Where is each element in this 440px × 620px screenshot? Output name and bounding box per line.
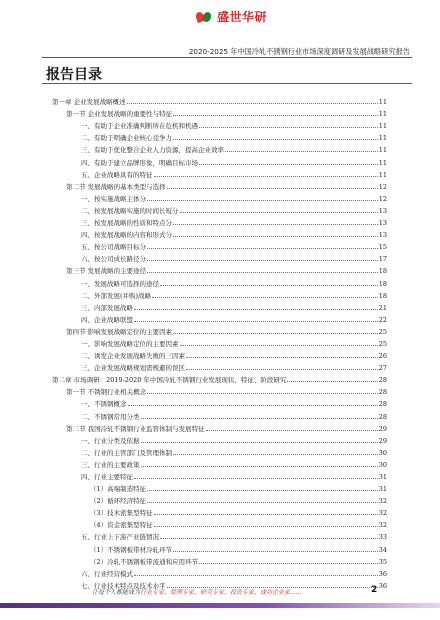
toc-page-number: 11: [378, 170, 387, 179]
toc-entry[interactable]: [52, 493, 387, 505]
toc-entry[interactable]: [52, 263, 387, 275]
toc-page-number: 27: [378, 364, 387, 373]
toc-page-number: 12: [378, 194, 387, 203]
toc-entry[interactable]: [52, 396, 387, 408]
toc-page-number: 32: [378, 497, 387, 506]
toc-entry-title: 一、行业分类及依据: [81, 436, 140, 445]
toc-entry-title: 一、有助于企业准确判断所在危机和机遇: [81, 122, 198, 131]
toc-entry-title: 四、按发展战略的内容和形式分: [81, 231, 172, 240]
toc-entry[interactable]: [52, 529, 387, 541]
toc-entry-title: 三、行业的主要政策: [81, 460, 140, 469]
toc-page-number: 34: [378, 545, 387, 554]
toc-page-number: 36: [378, 581, 387, 590]
toc-page-number: 11: [378, 122, 387, 131]
toc-leader-dots: [154, 176, 378, 177]
toc-entry-title: 五、企业战略具有的特征: [81, 170, 153, 179]
toc-entry[interactable]: [52, 154, 387, 166]
toc-entry-title: 第二节 我国冷轧不锈钢行业监管体制与发展特征: [66, 424, 205, 433]
toc-page-number: 25: [378, 327, 387, 336]
toc-page-number: 13: [378, 206, 387, 215]
toc-entry[interactable]: [52, 94, 387, 106]
company-logo: [196, 8, 267, 25]
footer-bar: [0, 603, 440, 608]
toc-entry-title: 二、诱发企业发展战略失败的三因素: [81, 352, 185, 361]
toc-page-number: 28: [378, 412, 387, 421]
toc-entry[interactable]: [52, 566, 387, 578]
toc-page-number: 18: [378, 279, 387, 288]
footer-slogan: [92, 587, 302, 596]
toc-entry[interactable]: [52, 336, 387, 348]
toc-page-number: 30: [378, 460, 387, 469]
toc-entry-title: 第四节 影响发展战略定位的主要因素: [66, 327, 173, 336]
toc-entry-title: 第一节 企业发展战略的重要性与特征: [66, 110, 173, 119]
toc-page-number: 11: [378, 98, 387, 107]
toc-page-number: 32: [378, 521, 387, 530]
toc-entry[interactable]: [52, 142, 387, 154]
toc-leader-dots: [147, 490, 378, 491]
toc-entry-title: 二、外部发展(并购)战略: [81, 291, 152, 300]
toc-page-number: 29: [378, 424, 387, 433]
toc-leader-dots: [141, 418, 378, 419]
toc-leader-dots: [147, 502, 378, 503]
toc-leader-dots: [147, 248, 378, 249]
toc-page-number: 21: [378, 303, 387, 312]
toc-entry-title: 四、行业主要特征: [81, 473, 133, 481]
toc-page-number: 25: [378, 339, 387, 348]
toc-page-number: 31: [378, 485, 387, 494]
toc-leader-dots: [152, 297, 378, 298]
footer-suffix: ……: [290, 589, 303, 596]
toc-entry[interactable]: [52, 191, 387, 203]
toc-entry-title: 一、影响发展战略定位的主要因素: [81, 339, 179, 348]
toc-entry-title: （2）循环经济特征: [90, 497, 147, 506]
toc-leader-dots: [225, 151, 378, 152]
toc-page-number: 26: [378, 352, 387, 361]
toc-page-number: 28: [378, 376, 387, 385]
toc-entry-title: 一、发展战略可选择的途径: [81, 279, 159, 288]
toc-page-number: 18: [378, 291, 387, 300]
footer-prefix: 让每个人都能成为: [92, 589, 141, 596]
toc-entry[interactable]: [52, 348, 387, 360]
toc-entry[interactable]: [52, 372, 387, 384]
toc-page-number: 22: [378, 315, 387, 324]
toc-leader-dots: [154, 514, 378, 515]
toc-entry[interactable]: [52, 288, 387, 300]
toc-leader-dots: [199, 563, 378, 564]
toc-entry[interactable]: [52, 505, 387, 517]
toc-entry-title: 三、内部发展战略: [81, 303, 133, 312]
toc-entry[interactable]: [52, 118, 387, 130]
toc-leader-dots: [173, 454, 378, 455]
footer-highlight: 行业专家、管理专家、研究专家、投资专家、成功企业家: [140, 589, 291, 596]
toc-leader-dots: [173, 115, 378, 116]
toc-page-number: 32: [378, 509, 387, 518]
toc-page-number: 17: [378, 255, 387, 264]
toc-entry-title: 第一节 不锈钢行业相关概念: [66, 388, 147, 397]
toc-entry-title: 三、有助于优化整合企业人力资源，提高企业效率: [81, 146, 224, 155]
toc-leader-dots: [173, 224, 378, 225]
toc-leader-dots: [173, 333, 378, 334]
toc-entry[interactable]: [52, 457, 387, 469]
toc-entry[interactable]: [52, 517, 387, 529]
toc-entry[interactable]: [52, 324, 387, 336]
toc-leader-dots: [199, 164, 378, 165]
toc-entry-title: 三、企业发展战略规划需规避的误区: [81, 364, 185, 373]
toc-leader-dots: [287, 381, 377, 382]
toc-entry[interactable]: [52, 251, 387, 263]
toc-entry-title: 第一章 企业发展战略概述: [52, 98, 126, 107]
toc-leader-dots: [127, 103, 378, 104]
toc-entry-title: （2）冷轧不锈钢板带流通和应用环节: [90, 557, 199, 566]
toc-entry-title: 五、行业上下游产业链情况: [81, 533, 159, 542]
toc-leader-dots: [160, 538, 378, 539]
toc-leader-dots: [147, 272, 378, 273]
toc-leader-dots: [134, 478, 378, 479]
toc-entry[interactable]: [52, 215, 387, 227]
toc-entry-title: 五、按公司战略目标分: [81, 243, 146, 252]
toc-page-number: 28: [378, 388, 387, 397]
toc-leader-dots: [173, 236, 378, 237]
toc-leader-dots: [173, 139, 378, 140]
toc-entry[interactable]: [52, 312, 387, 324]
toc-page-number: 28: [378, 400, 387, 409]
toc-entry[interactable]: [52, 275, 387, 287]
toc-leader-dots: [147, 200, 378, 201]
report-title: 2020-2025 年中国冷轧不锈钢行业市场深度调研及发展战略研究报告: [188, 47, 410, 56]
toc-leader-dots: [134, 309, 378, 310]
toc-entry-title: 一、按实施战略主体分: [81, 194, 146, 203]
toc-entry-title: 一、不锈钢概念: [81, 400, 127, 409]
toc-leader-dots: [134, 575, 378, 576]
page-header: [0, 0, 440, 62]
toc-page-number: 18: [378, 267, 387, 276]
toc-leader-dots: [128, 405, 378, 406]
toc-entry-title: 第三节 发展战略的主要途径: [66, 267, 147, 276]
toc-entry[interactable]: [52, 421, 387, 433]
toc-entry-title: 七、行业技术特点及技术水平: [81, 581, 166, 590]
toc-leader-dots: [199, 127, 378, 128]
toc-page-number: 13: [378, 219, 387, 228]
toc-entry[interactable]: [52, 469, 387, 481]
toc-page-number: 13: [378, 231, 387, 240]
toc-page-number: 33: [378, 533, 387, 542]
toc-leader-dots: [147, 260, 378, 261]
toc-entry[interactable]: [52, 203, 387, 215]
toc-leader-dots: [167, 188, 378, 189]
toc-page-number: 11: [378, 146, 387, 155]
toc-leader-dots: [186, 369, 378, 370]
table-of-contents: [52, 94, 387, 590]
header-divider: [42, 57, 412, 58]
toc-entry-title: 第二章 市场调研：2019-2020 年中国冷轧不锈钢行业发展现状、特征、阶段研究: [52, 376, 287, 385]
toc-entry-title: （1）不锈钢板带材冷轧环节: [90, 545, 173, 554]
toc-page-number: 31: [378, 473, 387, 481]
toc-entry-title: 二、不锈钢常用分类: [81, 412, 140, 421]
toc-entry[interactable]: [52, 106, 387, 118]
toc-entry-title: 二、按发展战略实施的时间长短分: [81, 206, 179, 215]
toc-entry-title: 四、企业战略联盟: [81, 315, 133, 324]
leaf-logo-icon: [196, 10, 214, 24]
toc-entry[interactable]: [52, 300, 387, 312]
toc-page-number: 29: [378, 436, 387, 445]
toc-entry-title: （4）资金密集型特征: [90, 521, 153, 530]
toc-entry[interactable]: [52, 227, 387, 239]
toc-leader-dots: [147, 393, 378, 394]
toc-entry-title: 二、有助于明确企业核心竞争力: [81, 134, 172, 143]
toc-leader-dots: [141, 442, 378, 443]
toc-entry[interactable]: [52, 360, 387, 372]
toc-entry[interactable]: [52, 445, 387, 457]
section-heading: 报告目录: [46, 67, 102, 83]
toc-entry[interactable]: [52, 384, 387, 396]
toc-page-number: 30: [378, 448, 387, 457]
toc-page-number: 36: [378, 569, 387, 578]
toc-entry-title: （3）技术密集型特征: [90, 509, 153, 518]
toc-leader-dots: [173, 551, 378, 552]
page-number: 2: [371, 585, 378, 595]
toc-page-number: 11: [378, 134, 387, 143]
toc-leader-dots: [141, 466, 378, 467]
toc-entry-title: 六、按公司成长路径分: [81, 255, 146, 264]
toc-page-number: 35: [378, 557, 387, 566]
toc-entry[interactable]: [52, 167, 387, 179]
toc-entry-title: （1）高端制造特征: [90, 485, 147, 494]
toc-leader-dots: [206, 430, 378, 431]
toc-entry[interactable]: [52, 130, 387, 142]
toc-leader-dots: [180, 345, 378, 346]
toc-entry-title: 第二节 发展战略的基本类型与选择: [66, 182, 166, 191]
toc-leader-dots: [180, 212, 378, 213]
toc-entry[interactable]: [52, 408, 387, 420]
logo-text: 盛世华研: [217, 10, 268, 24]
toc-leader-dots: [186, 357, 378, 358]
toc-leader-dots: [154, 526, 378, 527]
toc-page-number: 15: [378, 243, 387, 252]
toc-entry-title: 六、行业经营模式: [81, 569, 133, 578]
toc-leader-dots: [160, 285, 378, 286]
toc-entry[interactable]: [52, 433, 387, 445]
toc-page-number: 11: [378, 110, 387, 119]
toc-page-number: 11: [378, 158, 387, 167]
toc-entry[interactable]: [52, 239, 387, 251]
toc-entry[interactable]: [52, 554, 387, 566]
toc-entry-title: 二、行业的主管部门及管理体制: [81, 448, 172, 457]
heading-divider: [42, 83, 412, 84]
toc-entry[interactable]: [52, 179, 387, 191]
toc-entry[interactable]: [52, 481, 387, 493]
toc-leader-dots: [134, 321, 378, 322]
toc-page-number: 12: [378, 182, 387, 191]
toc-entry-title: 四、有助于建立品牌形象，明确目标市场: [81, 158, 198, 167]
toc-entry[interactable]: [52, 541, 387, 553]
toc-entry-title: 三、按发展战略的性质和特点分: [81, 219, 172, 228]
